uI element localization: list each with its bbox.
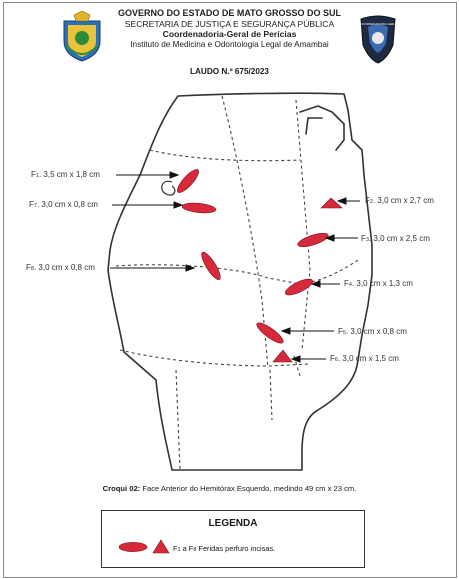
wound-f7-marker <box>182 202 217 215</box>
header-institute: Instituto de Medicina e Odontologia Legal de Amambai <box>130 39 329 49</box>
nipple-sketch <box>162 181 175 195</box>
wound-f6-marker <box>273 350 292 362</box>
caption-text: Face Anterior do Hemitórax Esquerdo, medindo 49 cm x 23 cm. <box>140 484 357 493</box>
legend-wound-ellipse-icon <box>119 542 147 551</box>
legend-wound-triangle-icon <box>153 540 169 553</box>
badge-text: COORDENADORIA-GERAL DE PERÍCIAS <box>360 22 418 26</box>
wound-f2-marker <box>321 198 342 208</box>
header-government: GOVERNO DO ESTADO DE MATO GROSSO DO SUL <box>117 8 342 18</box>
legend-box <box>101 510 365 568</box>
wound-f4-marker <box>283 276 314 298</box>
wound-label-f1: F1. 3,5 cm x 1,8 cm <box>31 170 100 179</box>
wound-f1-marker <box>174 167 201 196</box>
costal-margin-dashed <box>116 260 358 284</box>
figure-caption <box>0 484 459 493</box>
legend-title: LEGENDA <box>208 518 258 529</box>
caption-label: Croqui 02: <box>102 484 141 493</box>
legend-description: F1 a F8 Feridas perfuro incisas. <box>173 544 276 553</box>
wound-label-f3: F3. 3,0 cm x 2,5 cm <box>361 234 430 243</box>
wound-label-f4: F4. 3,0 cm x 1,3 cm <box>344 279 413 288</box>
wound-f5-marker <box>254 320 285 346</box>
wound-f8-marker <box>199 250 224 282</box>
report-number: LAUDO N.º 675/2023 <box>190 67 269 76</box>
legend-symbols <box>118 539 174 555</box>
wound-label-f8: F8. 3,0 cm x 0,8 cm <box>26 263 95 272</box>
wound-label-f2: F2. 3,0 cm x 2,7 cm <box>365 196 434 205</box>
clavicle-dashed <box>150 150 300 161</box>
wound-f3-marker <box>296 230 329 249</box>
torso-outline <box>108 93 372 470</box>
header-secretariat: SECRETARIA DE JUSTIÇA E SEGURANÇA PÚBLICA <box>124 18 335 29</box>
wound-label-f7: F7. 3,0 cm x 0,8 cm <box>29 200 98 209</box>
axillary-line-dashed <box>296 100 310 350</box>
wound-label-f5: F5. 3,0 cm x 0,8 cm <box>338 327 407 336</box>
header-coordination: Coordenadoria-Geral de Perícias <box>162 29 297 39</box>
wound-label-f6: F6. 3,0 cm x 1,5 cm <box>330 354 399 363</box>
